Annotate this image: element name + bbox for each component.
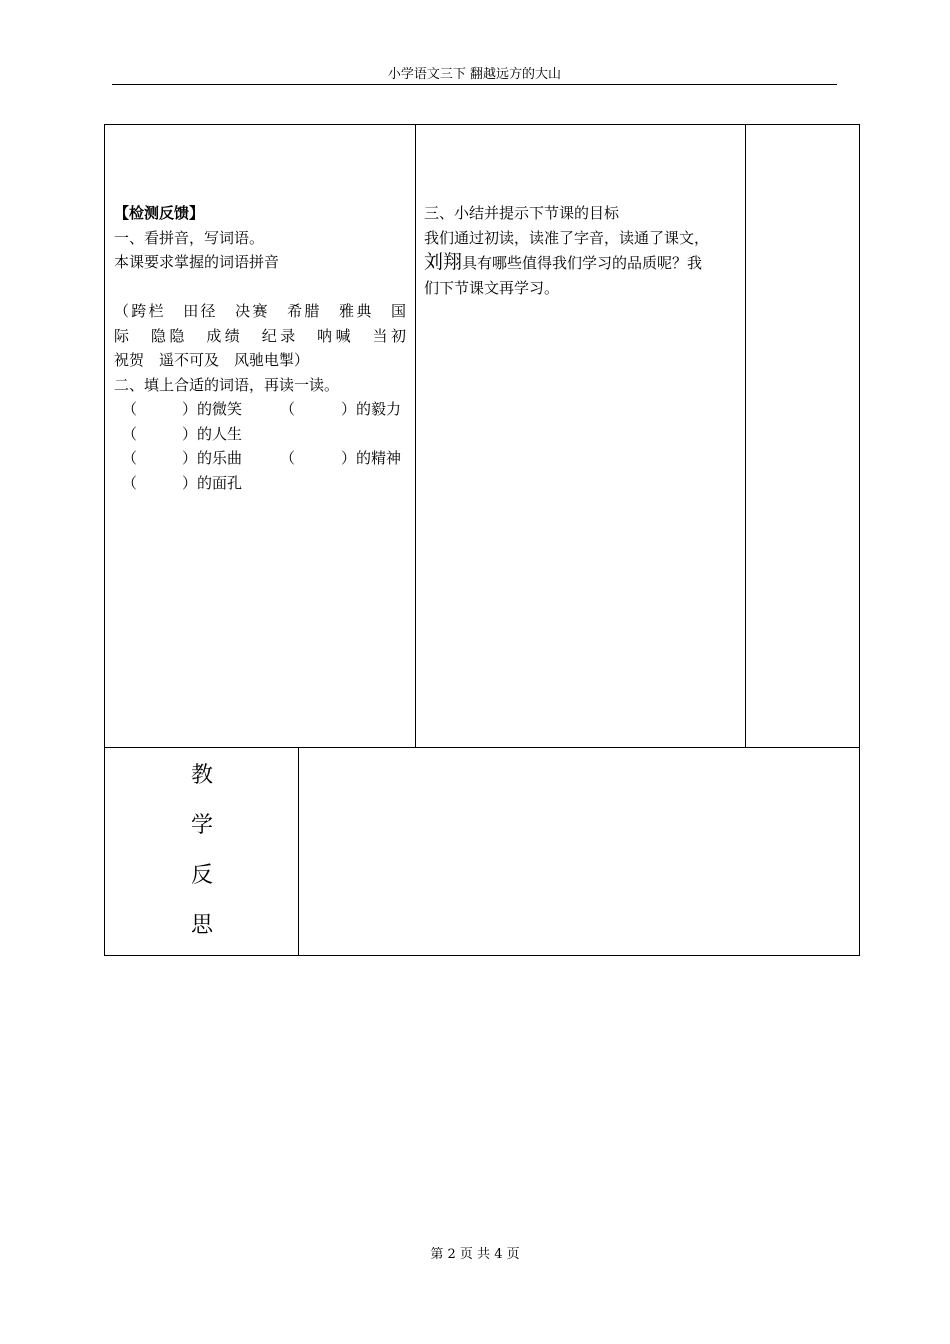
page-number: 第 2 页 共 4 页 bbox=[430, 1247, 520, 1262]
summary-line-1: 我们通过初读，读准了字音，读通了课文， bbox=[424, 228, 710, 247]
fill-word: 的微笑 bbox=[197, 400, 243, 418]
fill-open: （ bbox=[122, 400, 138, 418]
vocab-line-3: 祝贺 遥不可及 风驰电掣） bbox=[114, 351, 310, 369]
vocab-line-2: 际 隐隐 成绩 纪录 呐喊 当初 bbox=[114, 326, 406, 345]
fill-row-1 bbox=[114, 397, 406, 422]
lesson-table bbox=[104, 124, 860, 956]
page-header bbox=[112, 66, 837, 85]
exercise-1-note: 本课要求掌握的词语拼音 bbox=[114, 253, 280, 271]
fill-open: （ bbox=[122, 449, 138, 467]
feedback-heading: 【检测反馈】 bbox=[114, 204, 205, 222]
fill-word: 的面孔 bbox=[197, 473, 243, 492]
person-name: 刘翔 bbox=[424, 251, 463, 273]
divider-middle-right bbox=[745, 125, 746, 747]
fill-word: 的乐曲 bbox=[197, 449, 243, 467]
fill-open: （ bbox=[280, 449, 296, 467]
fill-word: 的毅力 bbox=[356, 400, 402, 418]
reflection-char: 教 bbox=[190, 763, 213, 788]
fill-close: ） bbox=[341, 400, 357, 418]
fill-close: ） bbox=[182, 473, 198, 492]
fill-close: ） bbox=[182, 400, 198, 418]
fill-row-2 bbox=[114, 422, 406, 447]
fill-word: 的精神 bbox=[356, 449, 402, 467]
summary-line-2-text: 具有哪些值得我们学习的品质呢？我 bbox=[462, 254, 703, 272]
reflection-char: 思 bbox=[190, 913, 213, 938]
exercise-1-title: 一、看拼音，写词语。 bbox=[114, 228, 265, 247]
reflection-char: 反 bbox=[190, 863, 213, 888]
left-cell bbox=[114, 201, 406, 495]
fill-open: （ bbox=[122, 424, 138, 443]
fill-open: （ bbox=[122, 473, 138, 492]
exercise-2-title: 二、填上合适的词语，再读一读。 bbox=[114, 375, 340, 394]
fill-close: ） bbox=[182, 449, 198, 467]
vocab-line-1: （跨栏 田径 决赛 希腊 雅典 国 bbox=[114, 302, 406, 320]
blank-line bbox=[114, 275, 406, 300]
fill-close: ） bbox=[182, 424, 198, 443]
fill-open: （ bbox=[280, 400, 296, 418]
summary-heading: 三、小结并提示下节课的目标 bbox=[424, 204, 620, 222]
fill-close: ） bbox=[341, 449, 357, 467]
reflection-label bbox=[105, 747, 299, 955]
fill-word: 的人生 bbox=[197, 424, 243, 443]
middle-cell bbox=[424, 201, 740, 300]
fill-row-4 bbox=[114, 471, 406, 496]
divider-left-middle bbox=[415, 125, 416, 747]
page-footer bbox=[0, 1246, 950, 1264]
header-title: 小学语文三下 翻越远方的大山 bbox=[387, 67, 562, 82]
summary-line-2 bbox=[424, 250, 740, 276]
reflection-char: 学 bbox=[190, 813, 213, 838]
summary-line-3: 们下节课文再学习。 bbox=[424, 278, 560, 297]
fill-row-3 bbox=[114, 446, 406, 471]
